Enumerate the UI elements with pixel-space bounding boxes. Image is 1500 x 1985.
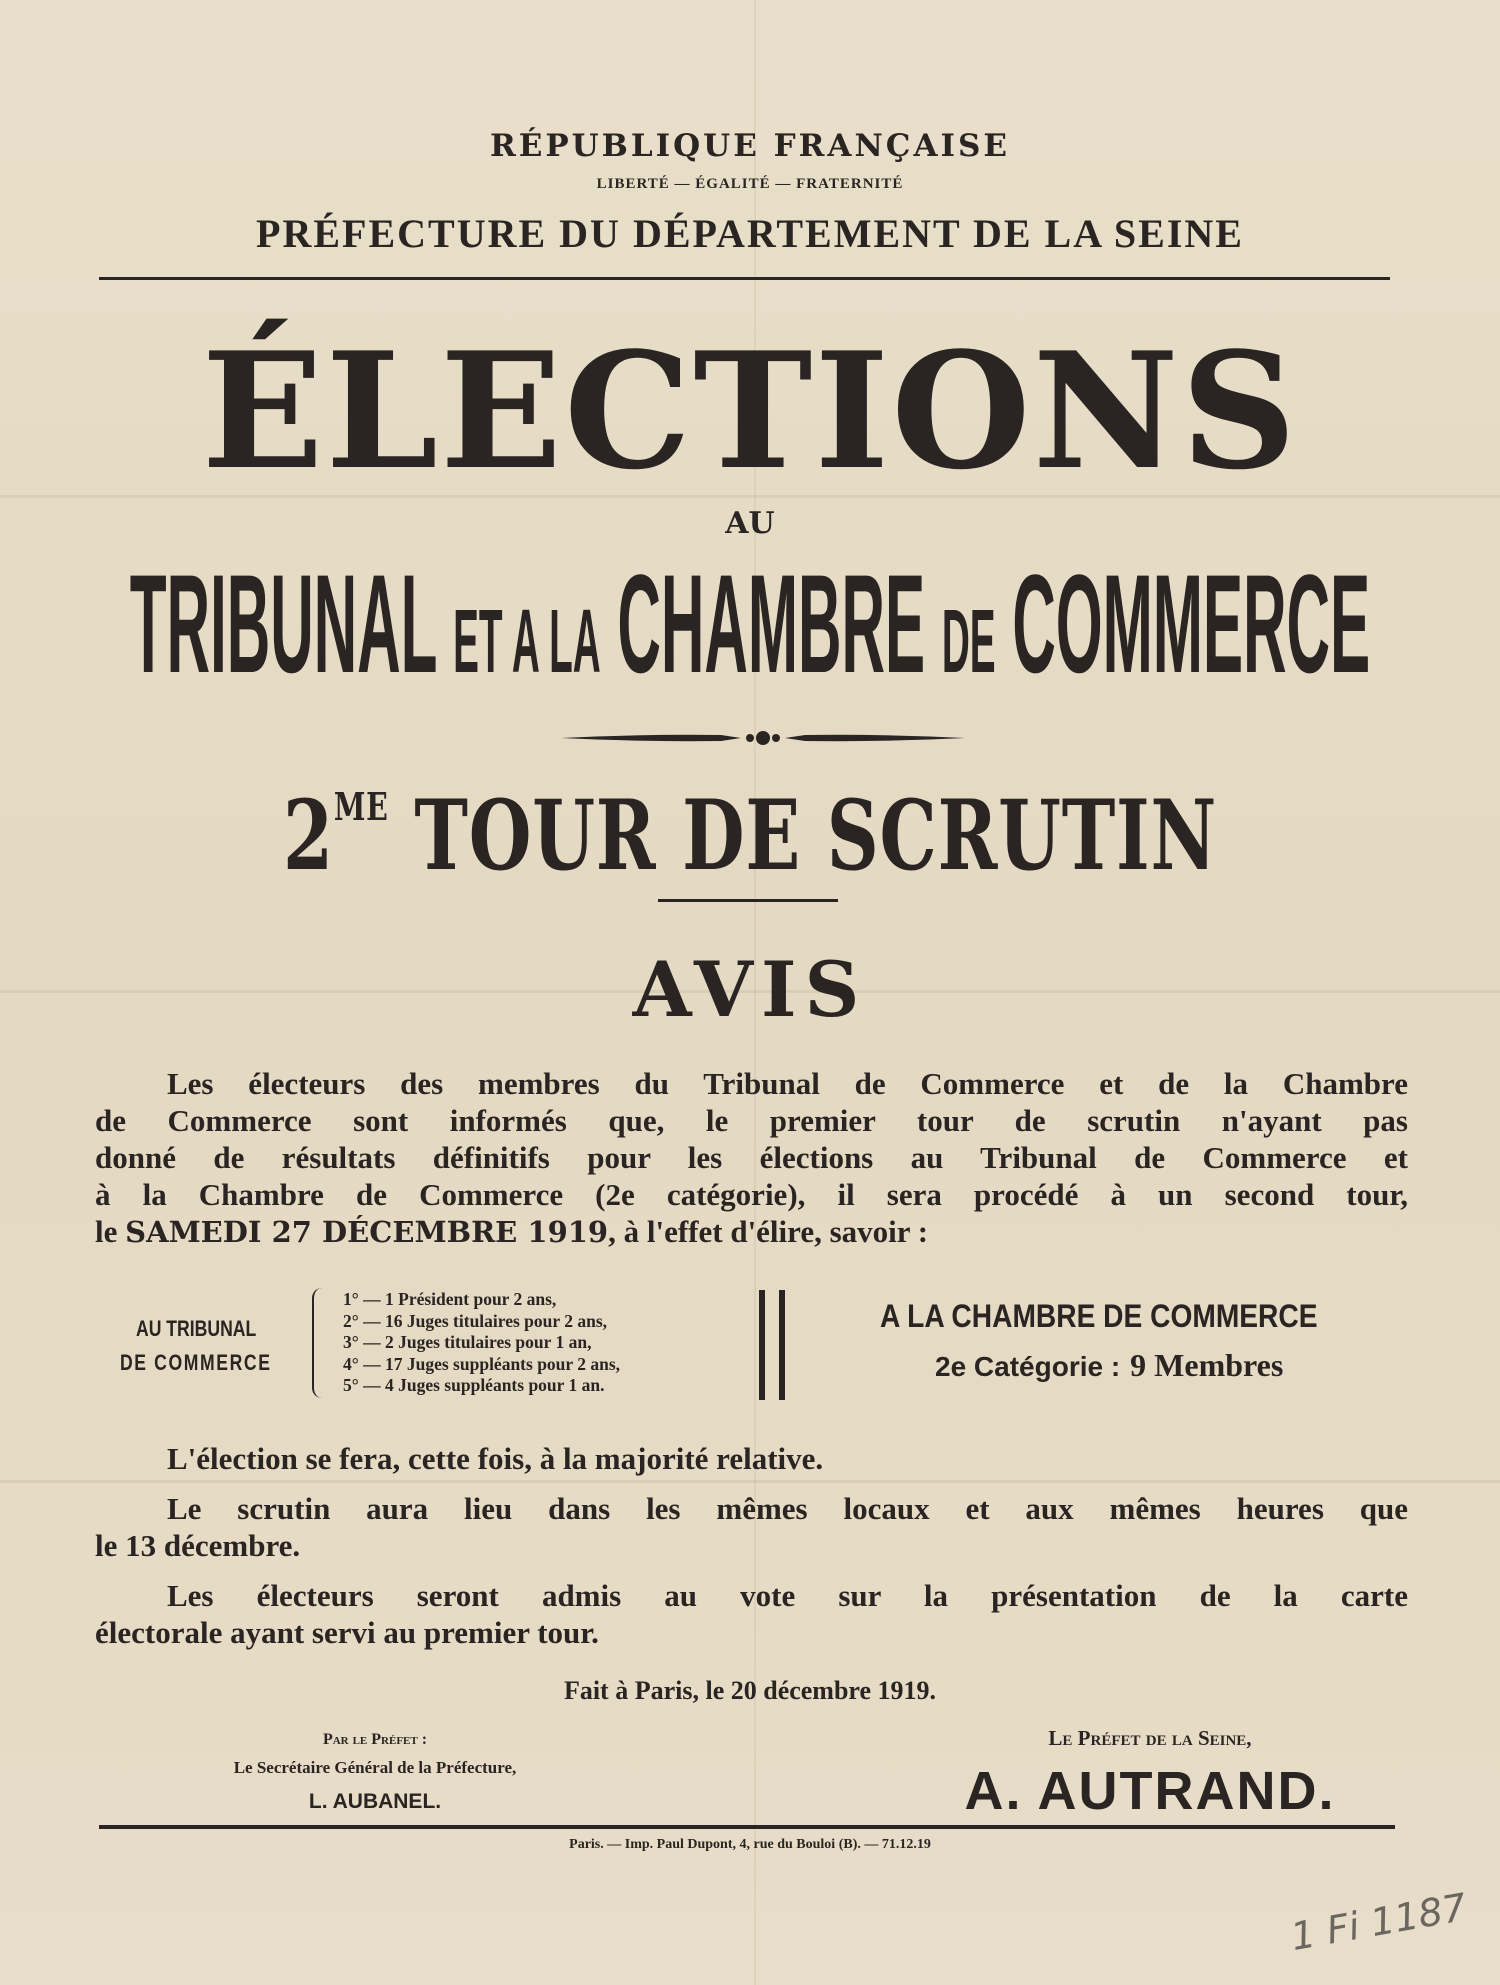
republic-heading: RÉPUBLIQUE FRANÇAISE <box>489 128 1011 164</box>
body-line: de Commerce sont informés que, le premier tour de scrutin n'ayant pas <box>95 1103 1408 1138</box>
title-word: COMMERCE <box>1012 545 1371 702</box>
ornament-divider <box>561 728 965 748</box>
note-line: Les électeurs seront admis au vote sur la présentation de la carte <box>167 1578 1408 1613</box>
body-line: Les électeurs des membres du Tribunal de Commerce et de la Chambre <box>167 1066 1408 1101</box>
prefecture-heading: PRÉFECTURE DU DÉPARTEMENT DE LA SEINE <box>256 211 1244 256</box>
archive-mark: 1 Fi 1187 <box>1287 1884 1470 1960</box>
list-item: 4° — 17 Juges suppléants pour 2 ans, <box>343 1353 621 1374</box>
note-line: le 13 décembre. <box>95 1528 301 1563</box>
title-word: TRIBUNAL <box>129 545 437 702</box>
text: , à l'effet d'élire, savoir : <box>608 1214 929 1249</box>
text: le <box>95 1214 118 1249</box>
tribunal-label: AU TRIBUNAL <box>136 1316 257 1341</box>
tour-heading <box>283 780 1217 892</box>
tribunal-list <box>343 1289 620 1397</box>
list-item: 2° — 16 Juges titulaires pour 2 ans, <box>343 1310 608 1331</box>
title-word: ET A LA <box>453 592 601 692</box>
header-rule <box>99 277 1390 280</box>
members-count: 9 Membres <box>1130 1347 1284 1383</box>
prefet-name: A. AUTRAND. <box>964 1761 1336 1821</box>
list-item: 3° — 2 Juges titulaires pour 1 an, <box>343 1332 592 1352</box>
note-line: L'élection se fera, cette fois, à la majorité relative. <box>167 1441 824 1476</box>
election-date: SAMEDI 27 DÉCEMBRE 1919 <box>125 1215 609 1249</box>
separator-bar <box>759 1290 765 1400</box>
note-line: Le scrutin aura lieu dans les mêmes locaux et aux mêmes heures que <box>167 1491 1408 1526</box>
tour-text: TOUR DE SCRUTIN <box>414 779 1218 892</box>
par-prefet: Par le Préfet : <box>322 1731 428 1748</box>
title-word: DE <box>941 592 996 692</box>
secretaire-title: Le Secrétaire Général de la Préfecture, <box>233 1758 517 1777</box>
avis-heading: AVIS <box>632 945 868 1034</box>
body-line: à la Chambre de Commerce (2e catégorie), il sera procédé à un second tour, <box>95 1177 1408 1212</box>
tour-number: 2 <box>282 779 334 892</box>
chambre-category <box>935 1346 1283 1386</box>
category-label: 2e Catégorie : <box>935 1351 1121 1382</box>
list-item: 1° — 1 Président pour 2 ans, <box>343 1289 557 1309</box>
printer-line: Paris. — Imp. Paul Dupont, 4, rue du Bouloi (B). — 71.12.19 <box>569 1837 931 1852</box>
motto: LIBERTÉ — ÉGALITÉ — FRATERNITÉ <box>596 176 904 192</box>
fold-line <box>0 1480 1500 1483</box>
tour-rule <box>658 899 838 902</box>
body-line-date <box>95 1213 1408 1251</box>
brace <box>312 1288 328 1398</box>
title-word: CHAMBRE <box>617 545 926 702</box>
prefet-title: Le Préfet de la Seine, <box>1048 1726 1252 1750</box>
title-au: AU <box>725 506 775 541</box>
body-line: donné de résultats définitifs pour les élections au Tribunal de Commerce et <box>95 1140 1408 1175</box>
main-title: ÉLECTIONS <box>201 317 1299 505</box>
title-tribunal-chambre <box>130 545 1370 721</box>
secretaire-name: L. AUBANEL. <box>308 1790 442 1813</box>
note-line: électorale ayant servi au premier tour. <box>95 1615 599 1650</box>
tribunal-label: DE COMMERCE <box>120 1350 272 1375</box>
chambre-label: A LA CHAMBRE DE COMMERCE <box>880 1298 1318 1334</box>
list-item: 5° — 4 Juges suppléants pour 1 an. <box>343 1375 605 1395</box>
footer-rule <box>99 1825 1395 1829</box>
tour-suffix: ME <box>333 784 389 829</box>
place-date: Fait à Paris, le 20 décembre 1919. <box>563 1676 937 1705</box>
separator-bar <box>779 1290 785 1400</box>
